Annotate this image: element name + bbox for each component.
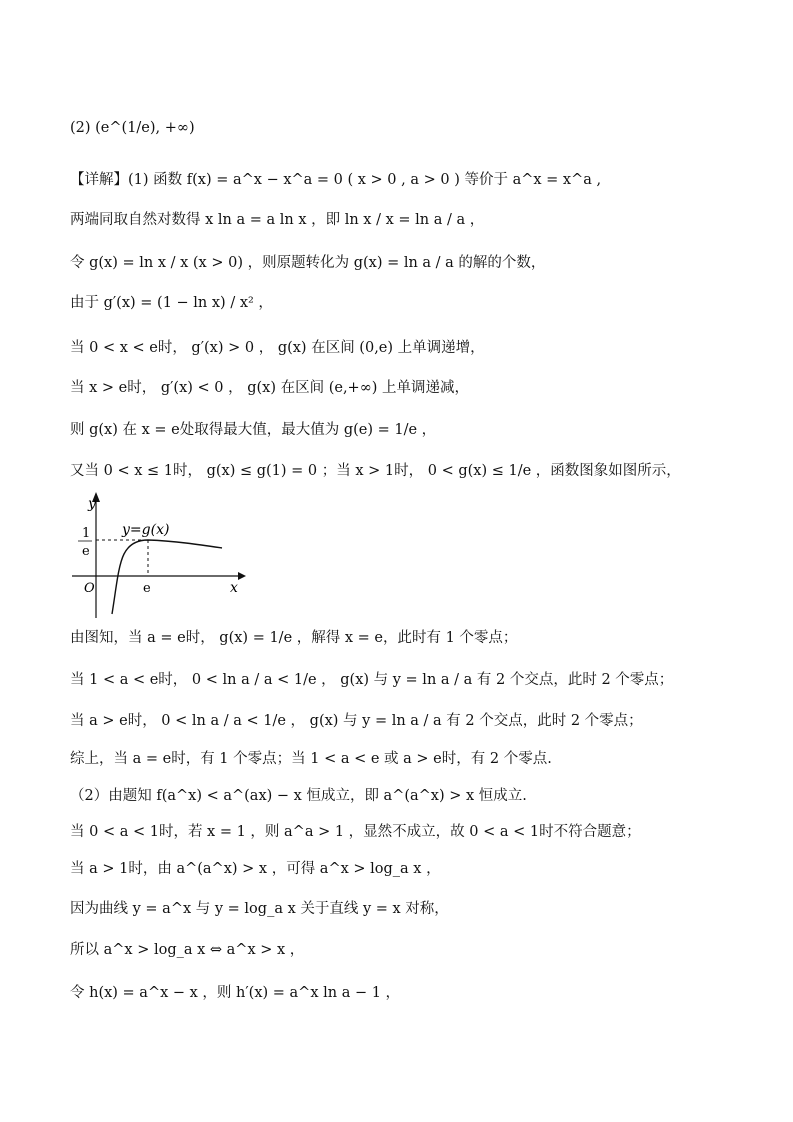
line-1: (2) (e^(1/e), +∞) (70, 120, 195, 136)
function-graph (66, 490, 246, 618)
line-8: 则 g(x) 在 x = e处取得最大值，最大值为 g(e) = 1/e ， (70, 422, 437, 438)
line-10: 由图知，当 a = e时， g(x) = 1/e ，解得 x = e，此时有 1 个零点； (70, 630, 518, 646)
line-11: 当 1 < a < e时， 0 < ln a / a < 1/e ， g(x) 与 y = ln a / a 有 2 个交点，此时 2 个零点； (70, 672, 674, 688)
curve-label: y=g(x) (122, 522, 170, 538)
line-2: 【详解】(1) 函数 f(x) = a^x − x^a = 0 ( x > 0 , a > 0 ) 等价于 a^x = x^a , (70, 172, 602, 188)
line-13: 综上，当 a = e时，有 1 个零点；当 1 < a < e 或 a > e时，有 2 个零点. (70, 751, 552, 767)
line-16: 当 a > 1时，由 a^(a^x) > x ，可得 a^x > log_a x ， (70, 861, 441, 877)
line-4: 令 g(x) = ln x / x (x > 0) ，则原题转化为 g(x) = ln a / a 的解的个数， (70, 255, 546, 271)
line-18: 所以 a^x > log_a x ⇔ a^x > x ， (70, 942, 305, 958)
line-5: 由于 g′(x) = (1 − ln x) / x² ， (70, 295, 273, 311)
y-axis-label: y (88, 496, 96, 512)
line-19: 令 h(x) = a^x − x ，则 h′(x) = a^x ln a − 1 ， (70, 985, 401, 1001)
x-axis-label: x (230, 580, 238, 596)
line-14: （2）由题知 f(a^x) < a^(ax) − x 恒成立，即 a^(a^x) > x 恒成立. (70, 788, 527, 804)
x-tick-label: e (143, 581, 151, 596)
line-9: 又当 0 < x ≤ 1时， g(x) ≤ g(1) = 0 ；当 x > 1时， 0 < g(x) ≤ 1/e ，函数图象如图所示， (70, 463, 681, 479)
origin-label: O (84, 581, 95, 596)
line-17: 因为曲线 y = a^x 与 y = log_a x 关于直线 y = x 对称， (70, 901, 449, 917)
y-tick-denominator: e (82, 544, 90, 559)
line-6: 当 0 < x < e时， g′(x) > 0 ， g(x) 在区间 (0,e) 上单调递增， (70, 340, 485, 356)
y-tick-numerator: 1 (82, 526, 91, 541)
line-15: 当 0 < a < 1时，若 x = 1 ，则 a^a > 1 ，显然不成立，故 0 < a < 1时不符合题意； (70, 824, 641, 840)
line-7: 当 x > e时， g′(x) < 0 ， g(x) 在区间 (e,+∞) 上单调递减， (70, 380, 470, 396)
line-12: 当 a > e时， 0 < ln a / a < 1/e ， g(x) 与 y = ln a / a 有 2 个交点，此时 2 个零点； (70, 713, 643, 729)
line-3: 两端同取自然对数得 x ln a = a ln x ，即 ln x / x = ln a / a ， (70, 212, 485, 228)
